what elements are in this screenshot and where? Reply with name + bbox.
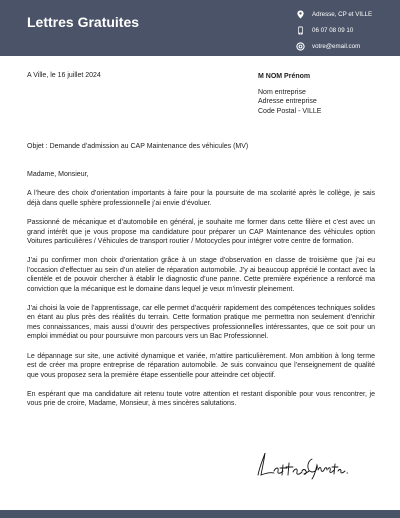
paragraph: Le dépannage sur site, une activité dynamique et variée, m’attire particulièrement. Mon ambition à long terme est de créer ma propre entreprise de réparation automobile. Je suis convaincu que l’enseignement de qualité que vous proposez sera la première étape essentielle pour atteindre cet objectif. — [27, 352, 375, 379]
handwritten-signature — [252, 445, 352, 485]
paragraph: J’ai pu confirmer mon choix d’orientation grâce à un stage d’observation en classe de troisième que j’ai eu l’occasion d’effectuer au sein d’un atelier de réparation automobile. J’y ai beaucoup apprécié le contact avec la clientèle et de pouvoir chercher à établir le diagnostic d’une panne. Cette première expérience a renforcé ma conviction que la mécanique est le domaine dans lequel je veux m’investir pleinement. — [27, 257, 375, 293]
contact-email — [296, 38, 372, 54]
recipient-address: Adresse entreprise — [258, 98, 317, 106]
email-text[interactable]: votre@email.com — [312, 42, 361, 50]
header-banner — [0, 0, 400, 56]
greeting: Madame, Monsieur, — [27, 171, 89, 178]
recipient-company: Nom entreprise — [258, 88, 306, 96]
recipient-block — [258, 72, 321, 116]
address-text: Adresse, CP et VILLE — [312, 10, 373, 18]
recipient-name: M NOM Prénom — [258, 73, 311, 80]
contact-address — [296, 6, 372, 22]
paragraph: A l’heure des choix d’orientation importants à faire pour la poursuite de ma scolarité après le collège, je sais déjà dans quelle sphère professionnelle j’ai envie d’évoluer. — [27, 190, 375, 207]
paragraph: J’ai choisi la voie de l’apprentissage, car elle permet d’acquérir rapidement des compétences techniques solides en étant au plus près des réalités du terrain. Cette formation pratique me permettra non seulement d’enrichir mes connaissances, mais aussi d’ouvrir des perspectives professionnelles intéressantes, que ce soit pour un emploi immédiat ou pour poursuivre mon parcours vers un Bac Professionnel. — [27, 305, 375, 341]
phone-text: 06 07 08 09 10 — [312, 26, 354, 34]
contact-block — [296, 6, 372, 54]
letter-date: A Ville, le 16 juillet 2024 — [27, 72, 101, 79]
footer-bar — [0, 510, 400, 518]
location-pin-icon — [296, 10, 305, 19]
paragraph: Passionné de mécanique et d’automobile en général, je souhaite me former dans cette filière et c’est avec un grand intérêt que je vous propose ma candidature pour préparer un CAP Maintenance des véhicules option Voitures particulières / Véhicules de transport routier / Motocycles pour intégrer votre centre de formation. — [27, 219, 375, 246]
at-sign-icon — [296, 42, 305, 51]
recipient-postal: Code Postal - VILLE — [258, 107, 322, 115]
phone-icon — [296, 26, 305, 35]
paragraph: En espérant que ma candidature ait retenu toute votre attention et restant disponible pour vous rencontrer, je vous prie de croire, Madame, Monsieur, à mes sincères salutations. — [27, 390, 375, 408]
brand-title: Lettres Gratuites — [27, 14, 140, 30]
letter-body — [27, 170, 375, 419]
letter-subject: Objet : Demande d’admission au CAP Maintenance des véhicules (MV) — [27, 143, 249, 150]
contact-phone — [296, 22, 372, 38]
